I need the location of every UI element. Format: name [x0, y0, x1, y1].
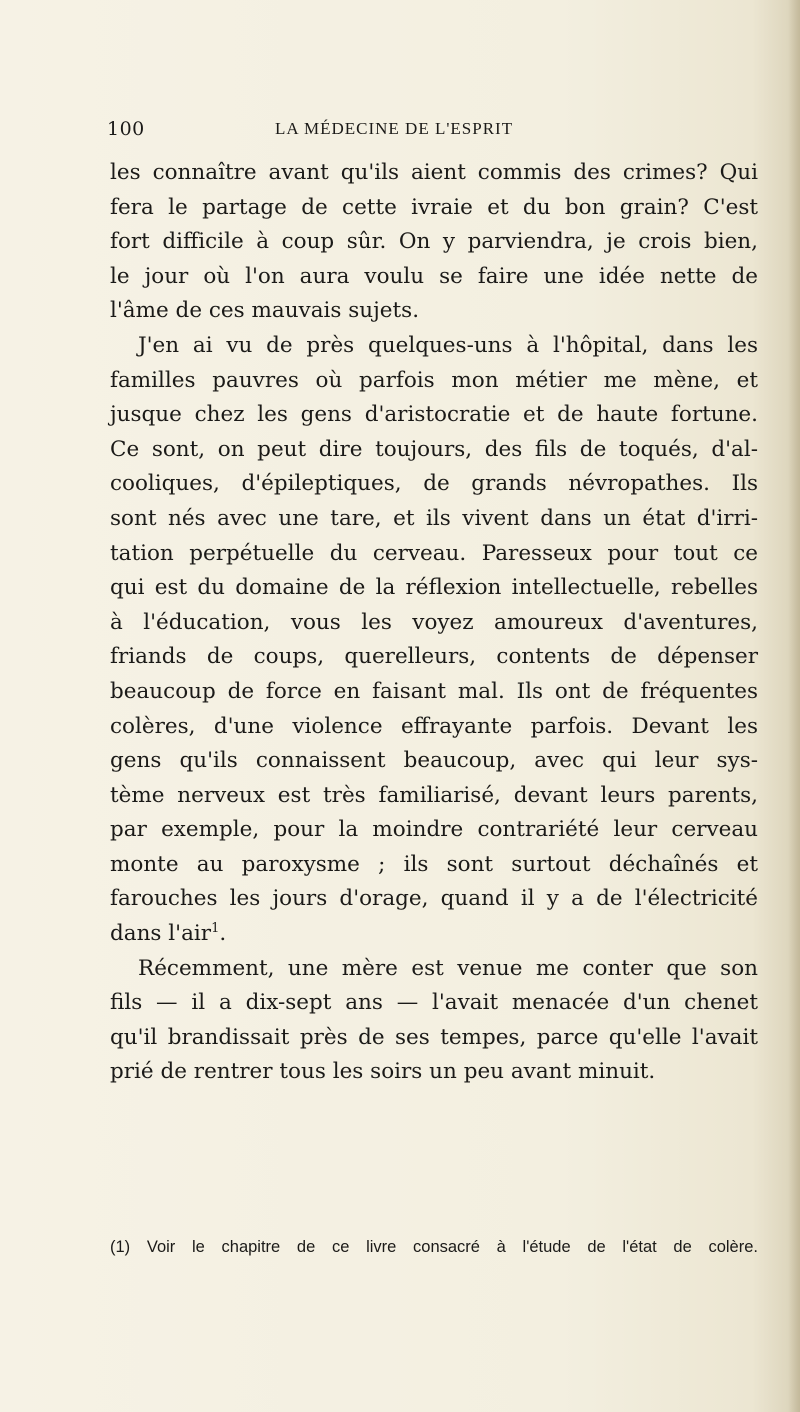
text-line: monte au paroxysme ; ils sont surtout déchaînés et [110, 851, 758, 877]
text-line: prié de rentrer tous les soirs un peu avant minuit. [110, 1059, 656, 1085]
footnote-reference: 1 [211, 921, 220, 937]
text-line: fort difficile à coup sûr. On y parviendra, je crois bien, [110, 229, 758, 255]
text-line: farouches les jours d'orage, quand il y a de l'électricité [110, 886, 758, 912]
text-line: l'âme de ces mauvais sujets. [110, 298, 420, 324]
text-line-with-note [110, 917, 758, 952]
text-line: cooliques, d'épileptiques, de grands névropathes. Ils [110, 471, 758, 497]
page-header [107, 118, 755, 146]
text-line: gens qu'ils connaissent beaucoup, avec qui leur sys- [110, 748, 758, 774]
text-line: Récemment, une mère est venue me conter que son [138, 955, 758, 981]
page-edge-shadow [788, 0, 800, 1412]
text-line: beaucoup de force en faisant mal. Ils ont de fréquentes [110, 678, 758, 704]
body-text [110, 156, 758, 1090]
page-number: 100 [107, 118, 145, 140]
text-line: fera le partage de cette ivraie et du bon grain? C'est [110, 194, 758, 220]
text-line: le jour où l'on aura voulu se faire une idée nette de [110, 263, 758, 289]
running-title: LA MÉDECINE DE L'ESPRIT [275, 119, 514, 138]
footnote: (1) Voir le chapitre de ce livre consacré à l'étude de l'état de colère. [110, 1238, 758, 1256]
text-line: Ce sont, on peut dire toujours, des fils de toqués, d'al- [110, 436, 758, 462]
text-line: tème nerveux est très familiarisé, devant leurs parents, [110, 782, 758, 808]
text-line: les connaître avant qu'ils aient commis des crimes? Qui [110, 160, 758, 185]
text-line: friands de coups, querelleurs, contents de dépenser [110, 644, 758, 670]
note-ref-punctuation: . [219, 921, 227, 947]
text-line: J'en ai vu de près quelques-uns à l'hôpital, dans les [138, 332, 758, 358]
text-line: dans l'air [110, 921, 212, 947]
text-line: tation perpétuelle du cerveau. Paresseux pour tout ce [110, 540, 758, 566]
text-line: colères, d'une violence effrayante parfois. Devant les [110, 713, 758, 739]
text-line: qu'il brandissait près de ses tempes, parce qu'elle l'avait [110, 1024, 758, 1050]
text-line: familles pauvres où parfois mon métier me mène, et [110, 367, 758, 393]
text-line: à l'éducation, vous les voyez amoureux d'aventures, [110, 609, 758, 635]
text-line: par exemple, pour la moindre contrariété leur cerveau [110, 817, 758, 843]
text-line: fils — il a dix-sept ans — l'avait menacée d'un chenet [110, 990, 758, 1016]
text-line: sont nés avec une tare, et ils vivent dans un état d'irri- [110, 505, 758, 531]
text-line: jusque chez les gens d'aristocratie et de haute fortune. [110, 402, 758, 428]
text-line: qui est du domaine de la réflexion intellectuelle, rebelles [110, 575, 758, 601]
